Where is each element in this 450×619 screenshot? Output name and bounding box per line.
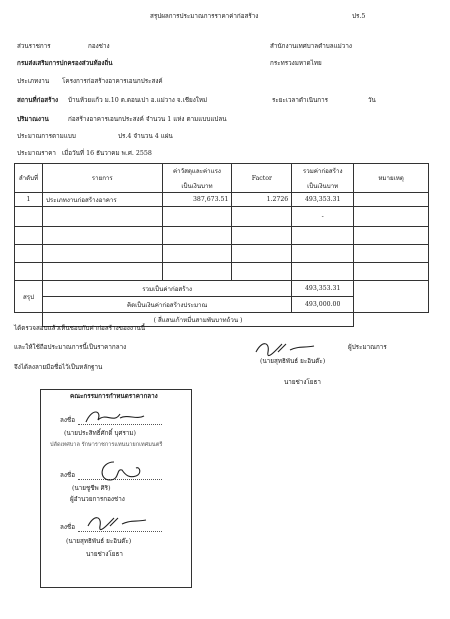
header-total-top: รวมค่าก่อสร้าง — [302, 167, 343, 175]
row-cost — [162, 207, 232, 227]
member1-signature — [80, 404, 150, 430]
sum-label: รวมเป็นค่าก่อสร้าง — [42, 281, 291, 297]
site-value: บ้านห้วยแก้ว ม.10 ต.ดอนเปา อ.แม่วาง จ.เชียงใหม่ — [68, 97, 208, 104]
row-item — [42, 263, 162, 281]
row-remark — [354, 207, 429, 227]
header-item: รายการ — [42, 164, 162, 193]
row-remark — [354, 245, 429, 263]
date-label: ประมาณราคา — [17, 150, 56, 157]
row-cost — [162, 263, 232, 281]
row-remark — [354, 263, 429, 281]
table-row — [15, 263, 429, 281]
row-total — [292, 245, 354, 263]
dept-label: กรมส่งเสริมการปกครองส่วนท้องถิ่น — [17, 60, 113, 67]
amount-in-words: ( สี่แสนเก้าหมื่นสามพันบาทถ้วน ) — [42, 313, 353, 327]
row-total: - — [292, 207, 354, 227]
agency-right: สำนักงานเทศบาลตำบลแม่วาง — [270, 43, 352, 50]
approval-line-1: ได้ตรวจสอบแล้วเห็นชอบกับค่าก่อสร้างของงานนี้ — [14, 325, 146, 332]
header-cost-bottom: เป็นเงินบาท — [181, 182, 213, 190]
header-factor: Factor — [232, 164, 292, 193]
member2-position: ผู้อำนวยการกองช่าง — [70, 496, 125, 503]
table-header-row — [15, 164, 429, 193]
table-row — [15, 193, 429, 207]
project-value: โครงการก่อสร้างอาคารเอนกประสงค์ — [62, 78, 163, 85]
site-label: สถานที่ก่อสร้าง — [17, 97, 59, 104]
member3-signature — [84, 512, 154, 534]
committee-title: คณะกรรมการกำหนดราคากลาง — [70, 393, 158, 400]
sign-label-1: ลงชื่อ — [60, 417, 75, 424]
quantity-label: ปริมาณงาน — [17, 116, 49, 123]
project-label: ประเภทงาน — [17, 78, 50, 85]
member1-name: (นายประสิทธิ์ศักดิ์ บุศราม) — [64, 430, 137, 437]
summary-row — [15, 281, 429, 297]
row-no — [15, 245, 43, 263]
table-row — [15, 245, 429, 263]
date-value: เมื่อวันที่ 16 ธันวาคม พ.ศ. 2558 — [62, 150, 152, 157]
row-no — [15, 227, 43, 245]
header-total-bottom: เป็นเงินบาท — [307, 182, 339, 190]
header-total — [292, 164, 354, 193]
row-factor: 1.2726 — [232, 193, 292, 207]
row-cost: 387,673.51 — [162, 193, 232, 207]
row-item — [42, 227, 162, 245]
estimator-signature — [252, 338, 322, 360]
cost-table — [14, 163, 429, 327]
member2-name: (นายชูชีพ ศิริ) — [72, 485, 111, 492]
document-title: สรุปผลการประมาณการราคาค่าก่อสร้าง — [150, 13, 259, 20]
row-no — [15, 263, 43, 281]
header-cost — [162, 164, 232, 193]
quantity-value: ก่อสร้างอาคารเอนกประสงค์ จำนวน 1 แห่ง ตามแบบแปลน — [68, 116, 227, 123]
form-label: ประมาณการตามแบบ — [17, 133, 76, 140]
row-remark — [354, 227, 429, 245]
approval-line-3: จึงได้ลงลายมือชื่อไว้เป็นหลักฐาน — [14, 364, 103, 371]
row-no: 1 — [15, 193, 43, 207]
table-row — [15, 207, 429, 227]
header-no: ลำดับที่ — [15, 164, 43, 193]
header-cost-top: ค่าวัสดุและค่าแรง — [173, 167, 221, 175]
table-row — [15, 227, 429, 245]
row-factor — [232, 207, 292, 227]
row-total: 493,353.31 — [292, 193, 354, 207]
duration-label: ระยะเวลาดำเนินการ — [272, 97, 329, 104]
estimator-position: นายช่างโยธา — [284, 379, 321, 386]
row-item: ประเภทงานก่อสร้างอาคาร — [42, 193, 162, 207]
words-spacer-right — [354, 313, 429, 327]
approval-line-2: และให้ใช้ถือประมาณการนี้เป็นราคากลาง — [14, 344, 127, 351]
estimate-label: คิดเป็นเงินค่าก่อสร้างประมาณ — [42, 297, 291, 313]
sign-label-3: ลงชื่อ — [60, 524, 75, 531]
member2-signature — [92, 456, 148, 486]
row-cost — [162, 227, 232, 245]
summary-remark — [354, 281, 429, 313]
agency-label: ส่วนราชการ — [17, 43, 51, 50]
member1-position: ปลัดเทศบาล รักษาราชการแทนนายกเทศมนตรี — [50, 442, 163, 448]
row-cost — [162, 245, 232, 263]
header-remark: หมายเหตุ — [354, 164, 429, 193]
duration-unit: วัน — [368, 97, 376, 104]
sign-label-2: ลงชื่อ — [60, 472, 75, 479]
member3-position: นายช่างโยธา — [86, 551, 123, 558]
estimator-title: ผู้ประมาณการ — [348, 344, 387, 351]
row-no — [15, 207, 43, 227]
summary-label: สรุป — [15, 281, 43, 313]
dept-right: กระทรวงมหาดไทย — [270, 60, 322, 67]
row-total — [292, 227, 354, 245]
member3-name: (นายสุทธิพันธ์ ยะอินต๊ะ) — [66, 538, 132, 545]
form-value: ปร.4 จำนวน 4 แผ่น — [118, 133, 173, 140]
row-total — [292, 263, 354, 281]
row-item — [42, 245, 162, 263]
form-code: ปร.5 — [352, 13, 366, 20]
row-factor — [232, 245, 292, 263]
estimator-name: (นายสุทธิพันธ์ ยะอินต๊ะ) — [260, 358, 326, 365]
row-item — [42, 207, 162, 227]
row-factor — [232, 227, 292, 245]
sum-value: 493,353.31 — [292, 281, 354, 297]
estimate-value: 493,000.00 — [292, 297, 354, 313]
row-remark — [354, 193, 429, 207]
agency-value: กองช่าง — [88, 43, 110, 50]
row-factor — [232, 263, 292, 281]
